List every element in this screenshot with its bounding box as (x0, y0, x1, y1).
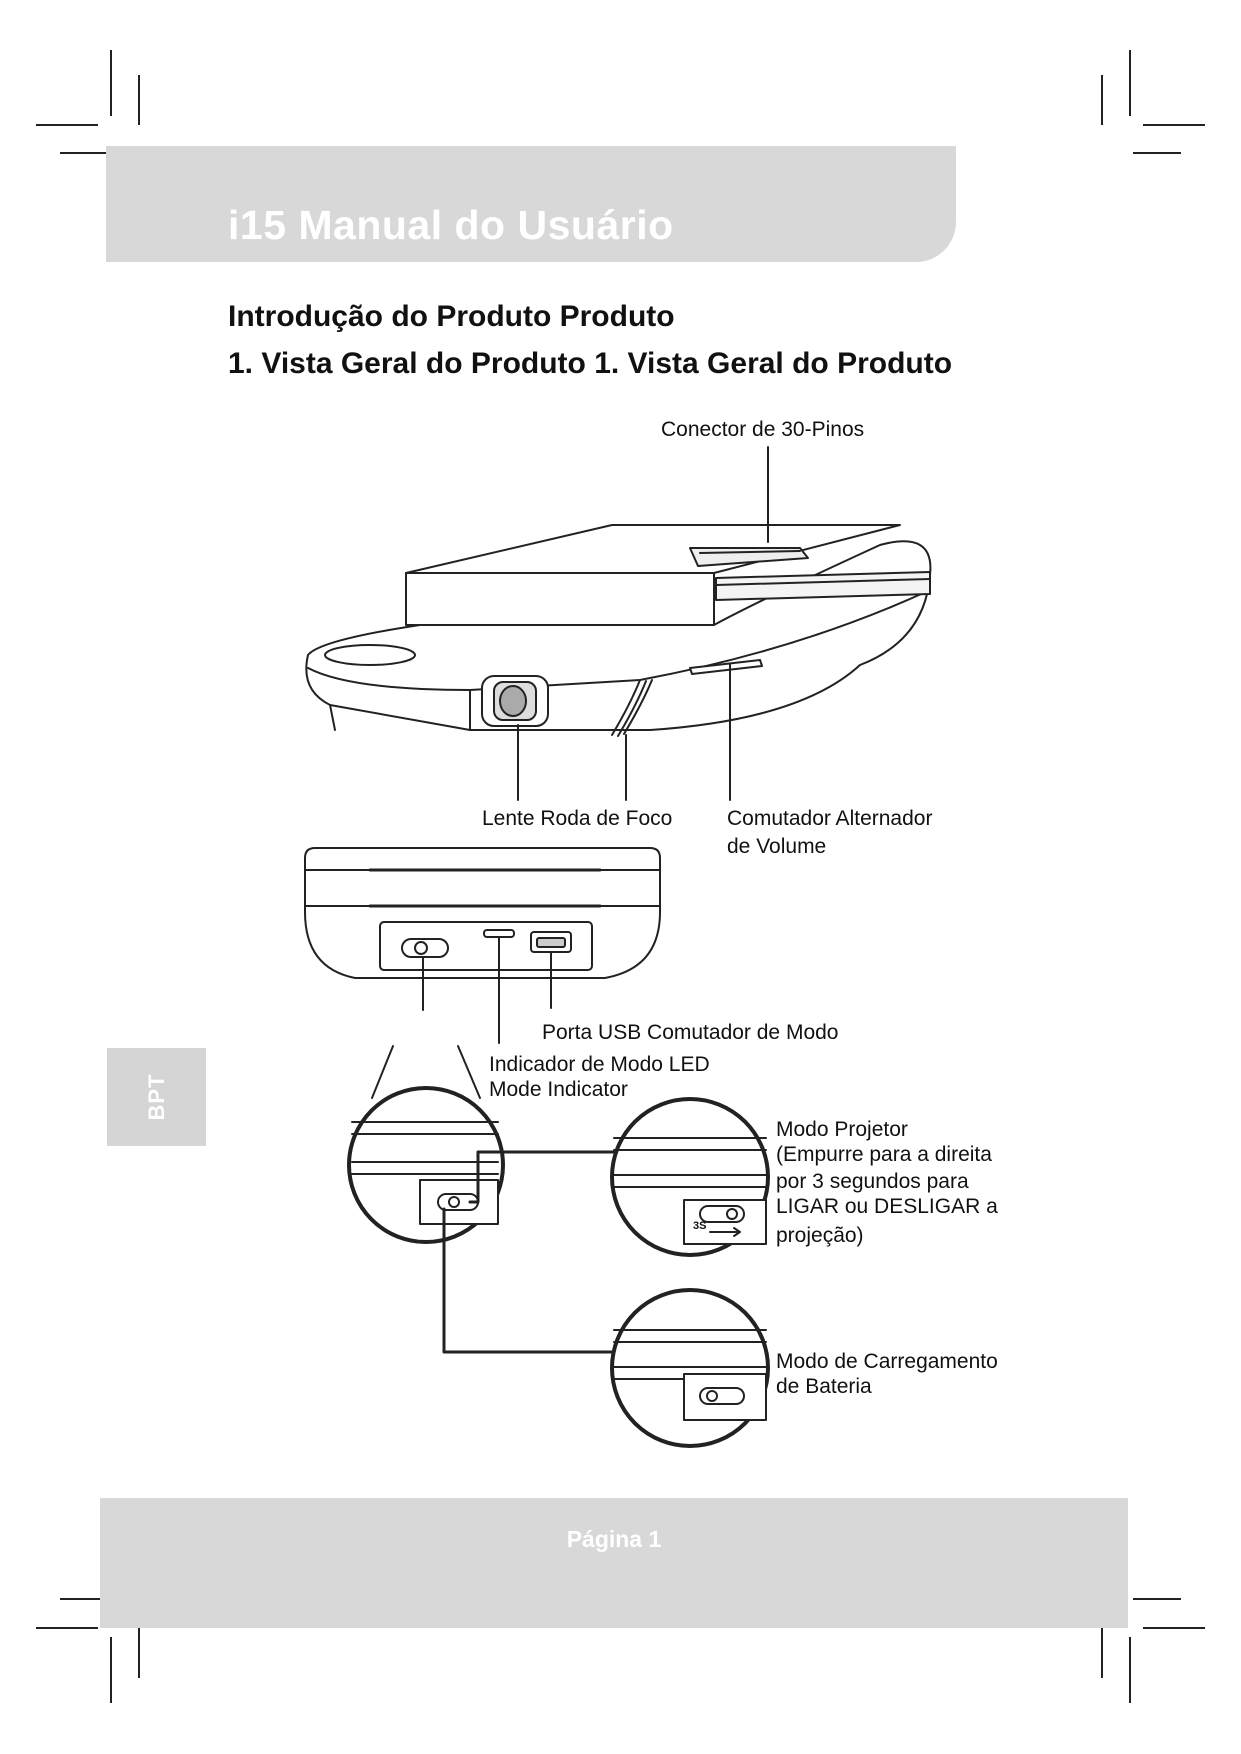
label-volume-switch-1: Comutador Alternador (727, 807, 933, 830)
label-led-indicator-2: Mode Indicator (489, 1078, 628, 1101)
section-title: Introdução do Produto Produto (228, 300, 675, 333)
switch-zoom-detail (349, 1088, 503, 1242)
label-lens-focus-wheel: Lente Roda de Foco (482, 807, 673, 830)
label-usb-mode-switch: Porta USB Comutador de Modo (542, 1021, 839, 1044)
label-projector-mode-2: (Empurre para a direita (776, 1143, 992, 1166)
section-subtitle: 1. Vista Geral do Produto 1. Vista Geral do Produto (228, 347, 953, 380)
label-battery-mode-2: de Bateria (776, 1375, 872, 1398)
label-30-pin-connector: Conector de 30-Pinos (661, 418, 865, 441)
label-projector-mode-3: por 3 segundos para (776, 1170, 969, 1193)
label-battery-mode-1: Modo de Carregamento (776, 1350, 998, 1373)
label-projector-mode-5: projeção) (776, 1224, 864, 1247)
label-volume-switch-2: de Volume (727, 835, 827, 858)
page-number: Página 1 (566, 1526, 662, 1552)
footer-band (100, 1498, 1128, 1628)
projector-mode-detail (612, 1099, 768, 1255)
label-3s: 3S (693, 1220, 707, 1232)
manual-title: i15 Manual do Usuário (228, 202, 674, 248)
label-led-indicator-1: Indicador de Modo LED (489, 1053, 710, 1076)
projector-device-top-view (306, 525, 930, 736)
label-projector-mode-4: LIGAR ou DESLIGAR a (776, 1195, 998, 1218)
projector-device-bottom-view (305, 848, 660, 978)
battery-mode-detail (612, 1290, 768, 1446)
label-projector-mode-1: Modo Projetor (776, 1118, 908, 1141)
language-tab-label: BPT (143, 1073, 169, 1121)
